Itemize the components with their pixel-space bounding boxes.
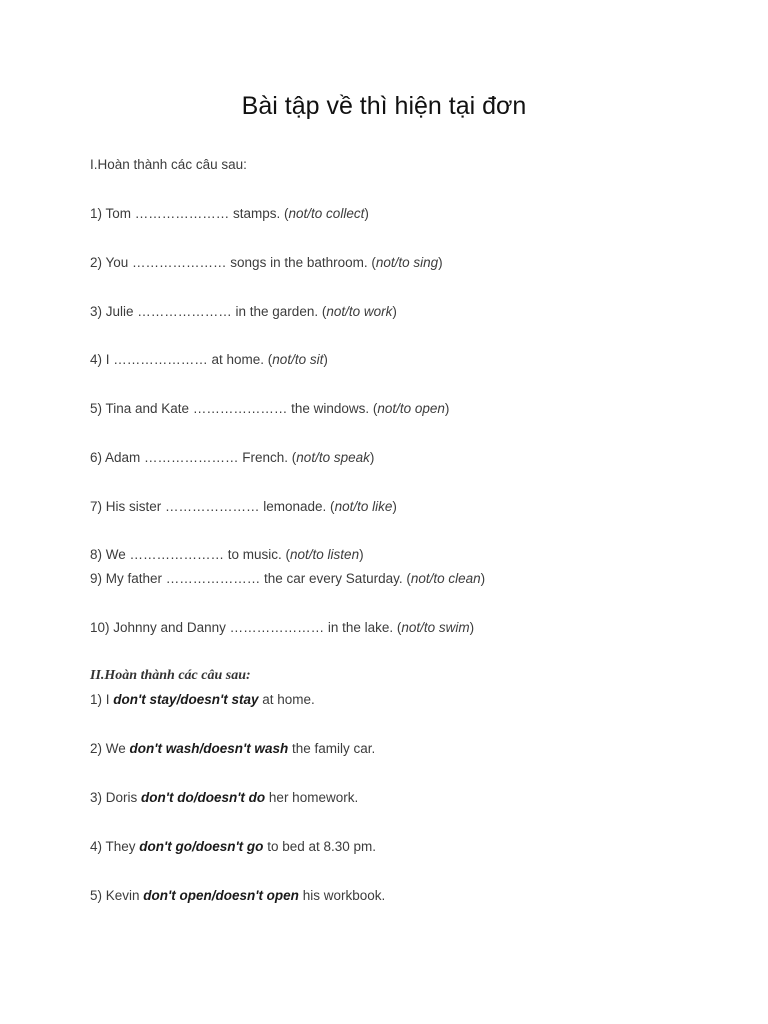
section1-heading: I.Hoàn thành các câu sau:: [90, 157, 247, 172]
page-title: Bài tập về thì hiện tại đơn: [241, 92, 527, 120]
exercise2-item: 2) We don't wash/doesn't wash the family car.: [90, 741, 376, 756]
exercise1-item: 6) Adam ………………… French. (not/to speak): [90, 450, 375, 465]
exercise2-item: 3) Doris don't do/doesn't do her homework.: [90, 790, 359, 805]
exercise1-item: 5) Tina and Kate ………………… the windows. (not/to open): [90, 401, 450, 416]
exercise1-item: 4) I ………………… at home. (not/to sit): [90, 352, 328, 367]
exercise2-item: 5) Kevin don't open/doesn't open his workbook.: [90, 888, 386, 903]
exercise1-item: 8) We ………………… to music. (not/to listen): [90, 547, 364, 562]
exercise1-item: 9) My father ………………… the car every Saturday. (not/to clean): [90, 571, 486, 586]
exercise2-item: 4) They don't go/doesn't go to bed at 8.30 pm.: [90, 839, 377, 854]
exercise1-item: 1) Tom ………………… stamps. (not/to collect): [90, 206, 369, 221]
section2-heading: II.Hoàn thành các câu sau:: [90, 668, 251, 683]
exercise1-item: 7) His sister ………………… lemonade. (not/to like): [90, 499, 397, 514]
exercise1-item: 3) Julie ………………… in the garden. (not/to work): [90, 304, 397, 319]
exercise1-item: 2) You ………………… songs in the bathroom. (not/to sing): [90, 255, 443, 270]
exercise1-item: 10) Johnny and Danny ………………… in the lake. (not/to swim): [90, 620, 475, 635]
exercise2-item: 1) I don't stay/doesn't stay at home.: [90, 692, 315, 707]
